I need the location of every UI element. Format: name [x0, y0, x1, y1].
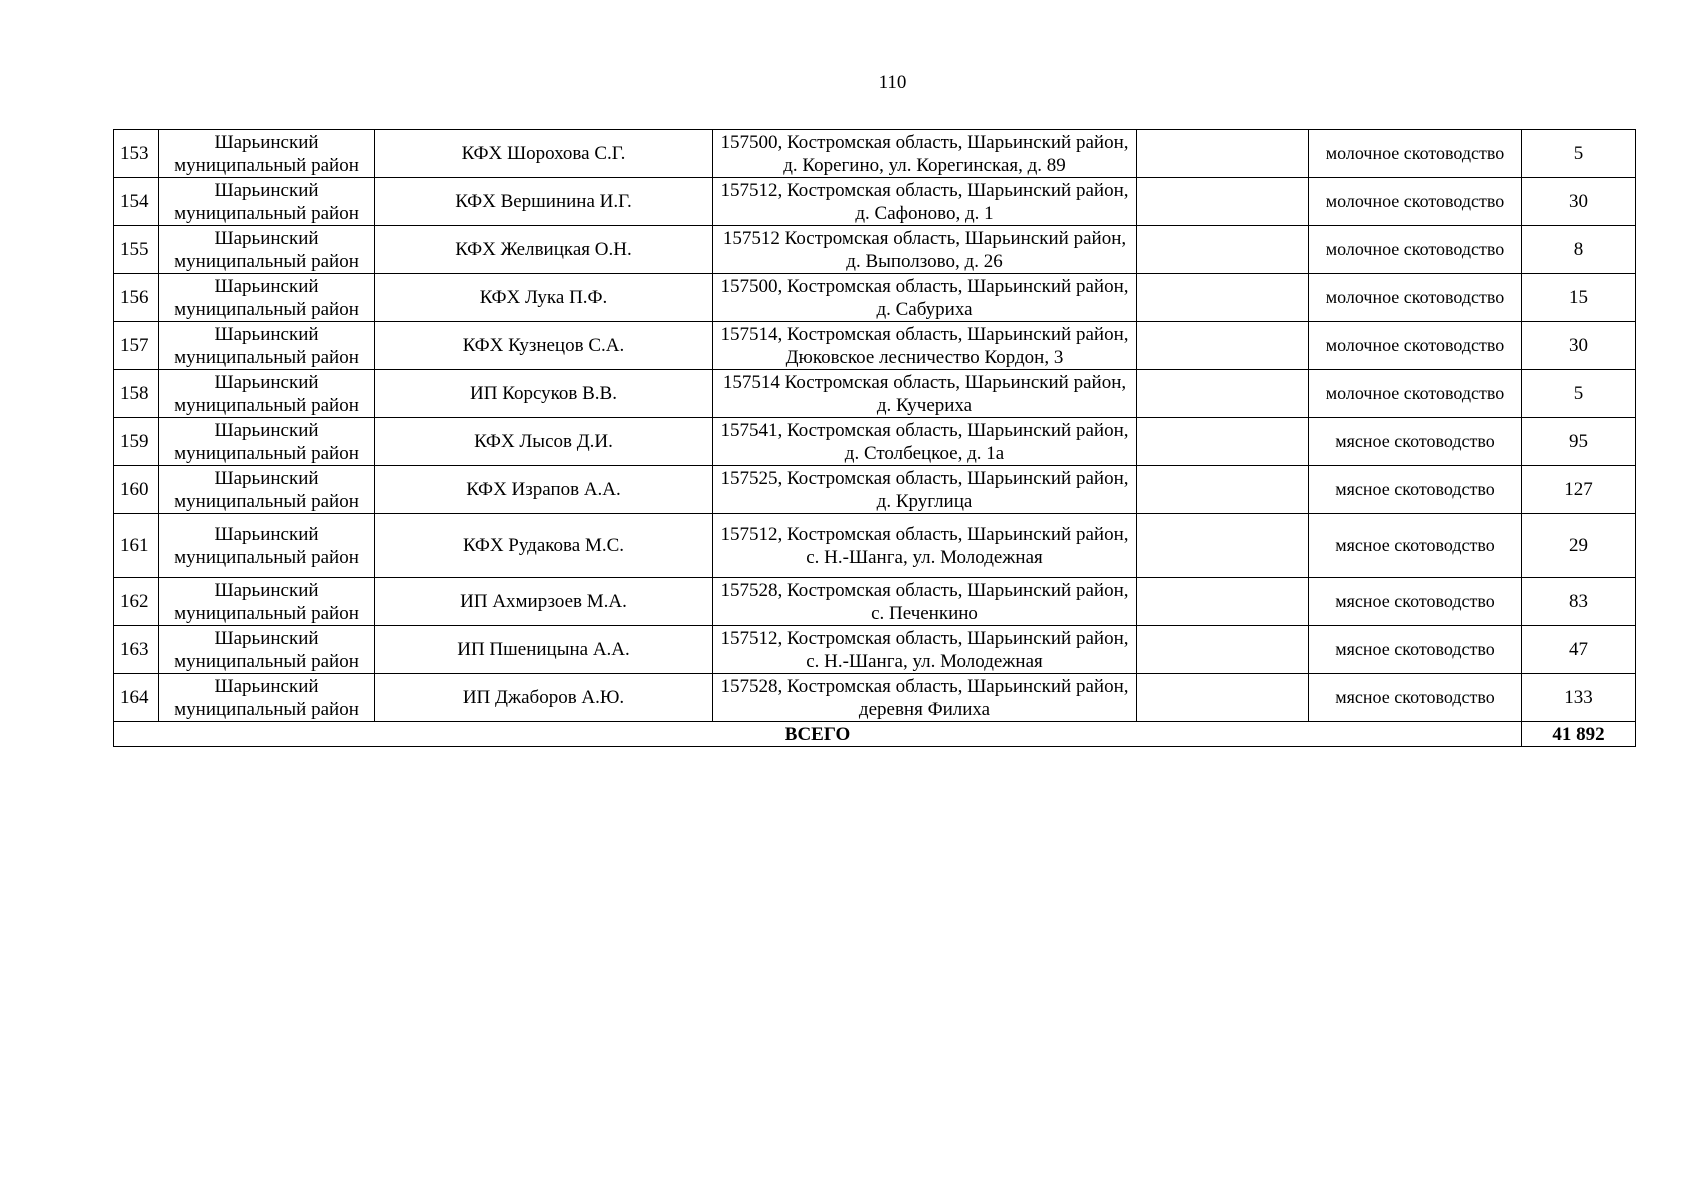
table-row — [114, 322, 1636, 370]
row-number-cell: 153 — [114, 130, 159, 178]
farm-name-cell: КФХ Желвицкая О.Н. — [375, 226, 713, 274]
row-number-cell: 160 — [114, 466, 159, 514]
address-cell: 157500, Костромская область, Шарьинский район, д. Сабуриха — [713, 274, 1137, 322]
address-cell: 157512, Костромская область, Шарьинский район, д. Сафоново, д. 1 — [713, 178, 1137, 226]
address-cell: 157500, Костромская область, Шарьинский район, д. Корегино, ул. Корегинская, д. 89 — [713, 130, 1137, 178]
activity-cell: мясное скотоводство — [1309, 514, 1522, 578]
empty-cell — [1137, 418, 1309, 466]
table-row — [114, 274, 1636, 322]
table-row — [114, 130, 1636, 178]
row-number-cell: 159 — [114, 418, 159, 466]
livestock-count-cell: 127 — [1522, 466, 1636, 514]
address-cell: 157541, Костромская область, Шарьинский район, д. Столбецкое, д. 1а — [713, 418, 1137, 466]
empty-cell — [1137, 130, 1309, 178]
row-number-cell: 164 — [114, 674, 159, 722]
activity-cell: молочное скотоводство — [1309, 322, 1522, 370]
empty-cell — [1137, 466, 1309, 514]
district-cell: Шарьинский муниципальный район — [159, 274, 375, 322]
livestock-count-cell: 5 — [1522, 370, 1636, 418]
livestock-count-cell: 95 — [1522, 418, 1636, 466]
activity-cell: молочное скотоводство — [1309, 370, 1522, 418]
livestock-count-cell: 47 — [1522, 626, 1636, 674]
empty-cell — [1137, 514, 1309, 578]
table-row — [114, 466, 1636, 514]
empty-cell — [1137, 626, 1309, 674]
table-row — [114, 578, 1636, 626]
address-cell: 157512 Костромская область, Шарьинский район, д. Выползово, д. 26 — [713, 226, 1137, 274]
activity-cell: молочное скотоводство — [1309, 274, 1522, 322]
table-row — [114, 418, 1636, 466]
row-number-cell: 161 — [114, 514, 159, 578]
row-number-cell: 163 — [114, 626, 159, 674]
row-number-cell: 156 — [114, 274, 159, 322]
farm-name-cell: КФХ Израпов А.А. — [375, 466, 713, 514]
farm-name-cell: ИП Корсуков В.В. — [375, 370, 713, 418]
farm-registry-table — [113, 129, 1636, 747]
district-cell: Шарьинский муниципальный район — [159, 226, 375, 274]
livestock-count-cell: 133 — [1522, 674, 1636, 722]
farm-name-cell: КФХ Вершинина И.Г. — [375, 178, 713, 226]
district-cell: Шарьинский муниципальный район — [159, 130, 375, 178]
page-number: 110 — [878, 72, 907, 93]
district-cell: Шарьинский муниципальный район — [159, 578, 375, 626]
activity-cell: молочное скотоводство — [1309, 178, 1522, 226]
address-cell: 157512, Костромская область, Шарьинский район, с. Н.-Шанга, ул. Молодежная — [713, 514, 1137, 578]
activity-cell: мясное скотоводство — [1309, 578, 1522, 626]
district-cell: Шарьинский муниципальный район — [159, 322, 375, 370]
address-cell: 157512, Костромская область, Шарьинский район, с. Н.-Шанга, ул. Молодежная — [713, 626, 1137, 674]
total-label: ВСЕГО — [114, 722, 1522, 747]
table-row — [114, 626, 1636, 674]
livestock-count-cell: 30 — [1522, 322, 1636, 370]
livestock-count-cell: 83 — [1522, 578, 1636, 626]
row-number-cell: 157 — [114, 322, 159, 370]
table-row — [114, 370, 1636, 418]
farm-name-cell: КФХ Кузнецов С.А. — [375, 322, 713, 370]
empty-cell — [1137, 370, 1309, 418]
row-number-cell: 155 — [114, 226, 159, 274]
table-body — [114, 130, 1636, 747]
district-cell: Шарьинский муниципальный район — [159, 178, 375, 226]
farm-name-cell: КФХ Шорохова С.Г. — [375, 130, 713, 178]
activity-cell: мясное скотоводство — [1309, 466, 1522, 514]
table-row — [114, 674, 1636, 722]
address-cell: 157514, Костромская область, Шарьинский район, Дюковское лесничество Кордон, 3 — [713, 322, 1137, 370]
livestock-count-cell: 29 — [1522, 514, 1636, 578]
address-cell: 157525, Костромская область, Шарьинский район, д. Круглица — [713, 466, 1137, 514]
farm-name-cell: ИП Джаборов А.Ю. — [375, 674, 713, 722]
empty-cell — [1137, 578, 1309, 626]
empty-cell — [1137, 178, 1309, 226]
row-number-cell: 158 — [114, 370, 159, 418]
activity-cell: мясное скотоводство — [1309, 418, 1522, 466]
row-number-cell: 162 — [114, 578, 159, 626]
farm-name-cell: КФХ Лука П.Ф. — [375, 274, 713, 322]
address-cell: 157528, Костромская область, Шарьинский район, с. Печенкино — [713, 578, 1137, 626]
district-cell: Шарьинский муниципальный район — [159, 466, 375, 514]
district-cell: Шарьинский муниципальный район — [159, 674, 375, 722]
livestock-count-cell: 8 — [1522, 226, 1636, 274]
farm-name-cell: КФХ Лысов Д.И. — [375, 418, 713, 466]
address-cell: 157528, Костромская область, Шарьинский район, деревня Филиха — [713, 674, 1137, 722]
total-value: 41 892 — [1522, 722, 1636, 747]
district-cell: Шарьинский муниципальный район — [159, 370, 375, 418]
livestock-count-cell: 5 — [1522, 130, 1636, 178]
district-cell: Шарьинский муниципальный район — [159, 418, 375, 466]
activity-cell: мясное скотоводство — [1309, 626, 1522, 674]
livestock-count-cell: 30 — [1522, 178, 1636, 226]
district-cell: Шарьинский муниципальный район — [159, 626, 375, 674]
table-row — [114, 226, 1636, 274]
empty-cell — [1137, 674, 1309, 722]
farm-name-cell: ИП Ахмирзоев М.А. — [375, 578, 713, 626]
district-cell: Шарьинский муниципальный район — [159, 514, 375, 578]
address-cell: 157514 Костромская область, Шарьинский район, д. Кучериха — [713, 370, 1137, 418]
livestock-count-cell: 15 — [1522, 274, 1636, 322]
activity-cell: молочное скотоводство — [1309, 130, 1522, 178]
row-number-cell: 154 — [114, 178, 159, 226]
total-row — [114, 722, 1636, 747]
farm-name-cell: ИП Пшеницына А.А. — [375, 626, 713, 674]
table-row — [114, 514, 1636, 578]
activity-cell: молочное скотоводство — [1309, 226, 1522, 274]
empty-cell — [1137, 274, 1309, 322]
table-row — [114, 178, 1636, 226]
farm-name-cell: КФХ Рудакова М.С. — [375, 514, 713, 578]
activity-cell: мясное скотоводство — [1309, 674, 1522, 722]
empty-cell — [1137, 322, 1309, 370]
empty-cell — [1137, 226, 1309, 274]
